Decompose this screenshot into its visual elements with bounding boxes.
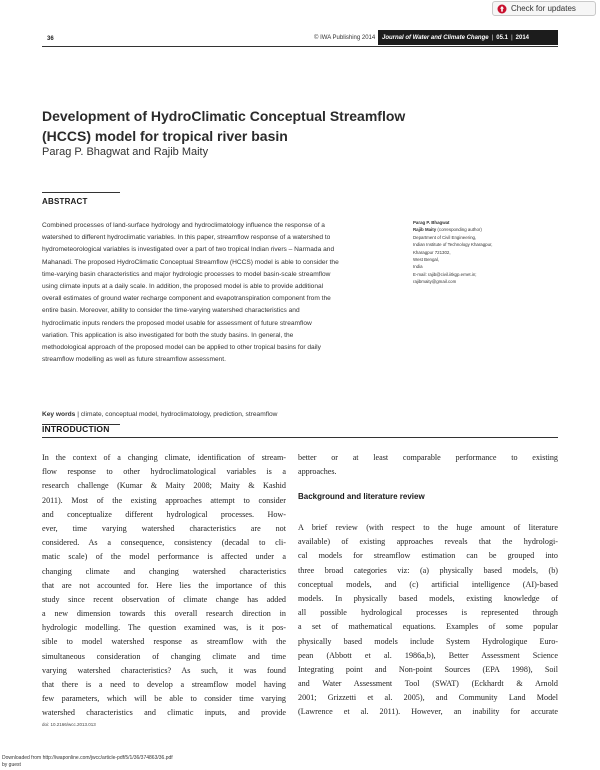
body-line: that there is a need to develop a streamflow model having	[42, 680, 286, 689]
abstract-top-rule	[42, 192, 120, 193]
keywords	[42, 411, 397, 418]
body-line: better or at least comparable performance to existing	[298, 453, 558, 462]
body-line: a new dimension towards this overall research direction in	[42, 609, 286, 619]
body-line-with-citation: (Lawrence et al. 2011). However, an inability for accurate	[298, 707, 558, 717]
body-line: study since recent observation of climate change has added	[42, 594, 286, 604]
body-line-with-citation: research challenge (Kumar & Maity 2008; Maity & Kashid	[42, 481, 286, 491]
download-guest: by guest	[2, 761, 21, 768]
body-line: cal models for streamflow estimation can be grouped into	[298, 551, 558, 561]
banner-separator: |	[491, 34, 494, 41]
body-line: and conceptualize different hydrological processes. How-	[42, 509, 286, 519]
introduction-rule	[42, 437, 558, 438]
affiliation-line: West Bengal,	[413, 257, 440, 263]
body-line-with-citation: Integrating point and Non-point Sources (EPA 1998), Soil	[298, 664, 558, 674]
affiliation-line: Kharagpur 721302,	[413, 249, 451, 255]
keywords-label: Key words	[42, 411, 76, 418]
body-line: flow response to other hydroclimatological variables is a	[42, 467, 286, 477]
title-line: (HCCS) model for tropical river basin	[42, 128, 288, 144]
body-line: considered. As a consequence, consistency (decadal to cli-	[42, 538, 286, 548]
affiliation-line: Department of Civil Engineering,	[413, 234, 477, 240]
body-line: matic scale) of the model performance is affected under a	[42, 552, 286, 562]
body-line: watershed characteristics and climatic inputs, and provide	[42, 708, 286, 718]
affiliation-email[interactable]: E-mail: rajib@civil.iitkgp.ernet.in;	[413, 271, 477, 277]
body-line: physically based models include System Hydrologique Euro-	[298, 636, 558, 646]
body-line-with-citation: pean (Abbott et al. 1986a,b), Better Assessment Science	[298, 650, 558, 660]
affiliation-author2	[413, 226, 563, 233]
abstract-line: hydroclimatic inputs renders the proposed model usable for assessment of future streamflow	[42, 319, 312, 327]
body-line: varying watershed characteristics? As such, it was found	[42, 665, 286, 675]
title-line: Development of HydroClimatic Conceptual Streamflow	[42, 108, 406, 124]
body-line-with-citation: 2011). Most of the existing approaches attempt to consider	[42, 495, 286, 505]
body-line: A brief review (with respect to the huge amount of literature	[298, 523, 558, 532]
abstract-line: watershed to different hydroclimatic variables. In this paper, streamflow response of a watershed to	[42, 234, 331, 242]
download-notice	[2, 755, 173, 768]
header-rule	[42, 46, 558, 47]
introduction-right-column-top	[298, 451, 558, 479]
body-line: models. In physically based models, existing knowledge of	[298, 593, 558, 603]
background-subheading: Background and literature review	[298, 492, 425, 501]
body-line: hydrologic modelling. The question examined was, is it pos-	[42, 623, 286, 633]
check-for-updates-icon	[497, 4, 507, 14]
abstract-line: Mahanadi. The proposed HydroClimatic Conceptual Streamflow (HCCS) model is able to consider the	[42, 258, 339, 266]
abstract-line: streamflow modelling as well as future streamflow assessment.	[42, 356, 226, 364]
body-line: sible to model watershed response as streamflow with the	[42, 637, 286, 647]
body-line: all possible hydrological processes is represented through	[298, 608, 558, 618]
publisher-credit: © IWA Publishing 2014	[314, 35, 376, 41]
abstract-line: hydrometeorological variables is investigated over a part of two tropical Indian rivers – Narmada and	[42, 246, 335, 254]
keywords-list: | climate, conceptual model, hydroclimatology, prediction, streamflow	[77, 411, 278, 418]
body-line: changing climate and changing watershed characteristics	[42, 566, 286, 576]
body-line: available) of existing approaches reveals that the hydrologi-	[298, 537, 558, 547]
article-authors: Parag P. Bhagwat and Rajib Maity	[42, 146, 209, 158]
abstract-body	[42, 220, 397, 366]
body-line: a set of mathematical equations. Examples of some popular	[298, 622, 558, 632]
body-line-with-citation: 2001; Grizzetti et al. 2005), and Community Land Model	[298, 693, 558, 703]
article-title	[42, 106, 422, 146]
body-line: three broad categories viz: (a) physically based models, (b)	[298, 565, 558, 575]
abstract-line: using climate inputs at a daily scale. In addition, the proposed model is able to provide additional	[42, 283, 324, 291]
banner-separator: |	[510, 34, 513, 41]
introduction-left-column	[42, 451, 286, 721]
affiliation-line: India	[413, 264, 423, 270]
abstract-line: Combined processes of land-surface hydrology and hydroclimatology influence the response of a	[42, 222, 325, 229]
download-url[interactable]: Downloaded from http://iwaponline.com/jwcc/article-pdf/5/1/36/374863/36.pdf	[2, 755, 173, 761]
author-affiliation	[413, 219, 563, 286]
abstract-line: overall estimates of ground water recharge component and evapotranspiration component from the	[42, 295, 331, 303]
abstract-heading: ABSTRACT	[42, 197, 88, 206]
body-line: approaches.	[298, 467, 337, 477]
check-for-updates-button[interactable]	[492, 1, 596, 16]
abstract-line: time-varying basin characteristics and major hydrologic processes to model basin-scale streamflow	[42, 270, 331, 278]
volume-issue: 05.1	[496, 34, 508, 41]
affiliation-author2-name: Rajib Maity	[413, 227, 437, 233]
body-line: simultaneous consideration of changing climate and time	[42, 651, 286, 661]
journal-banner	[378, 30, 558, 45]
affiliation-author1: Parag P. Bhagwat	[413, 220, 450, 225]
body-line: conceptual models, and (c) artificial intelligence (AI)-based	[298, 579, 558, 589]
journal-year: 2014	[515, 34, 529, 41]
body-line: In the context of a changing climate, identification of stream-	[42, 453, 286, 462]
doi[interactable]: doi: 10.2166/wcc.2013.013	[42, 722, 96, 727]
abstract-line: variation. This application is also investigated for both the study basins. In general, the	[42, 331, 294, 339]
affiliation-line: Indian Institute of Technology Kharagpur,	[413, 242, 493, 248]
abstract-line: entire basin. Moreover, ability to consider the time-varying watershed characteristics and	[42, 307, 300, 315]
journal-name: Journal of Water and Climate Change	[382, 34, 489, 41]
check-for-updates-label: Check for updates	[511, 4, 576, 13]
page-number: 36	[47, 36, 54, 42]
body-line: that are not accounted for. Here lies the importance of this	[42, 580, 286, 590]
abstract-line: methodological approach of the proposed model can be applied to other tropical basins for daily	[42, 344, 321, 352]
introduction-right-column	[298, 521, 558, 720]
body-line-with-citation: and Water Assessment Tool (SWAT) (Eckhardt & Arnold	[298, 679, 558, 689]
body-line: few parameters, which will be able to consider time varying	[42, 694, 286, 704]
body-line: ever, time varying watershed characteristics are not	[42, 523, 286, 533]
affiliation-email[interactable]: rajibmaity@gmail.com	[413, 279, 457, 285]
introduction-heading: INTRODUCTION	[42, 424, 110, 434]
affiliation-author2-note: (corresponding author)	[436, 227, 482, 233]
